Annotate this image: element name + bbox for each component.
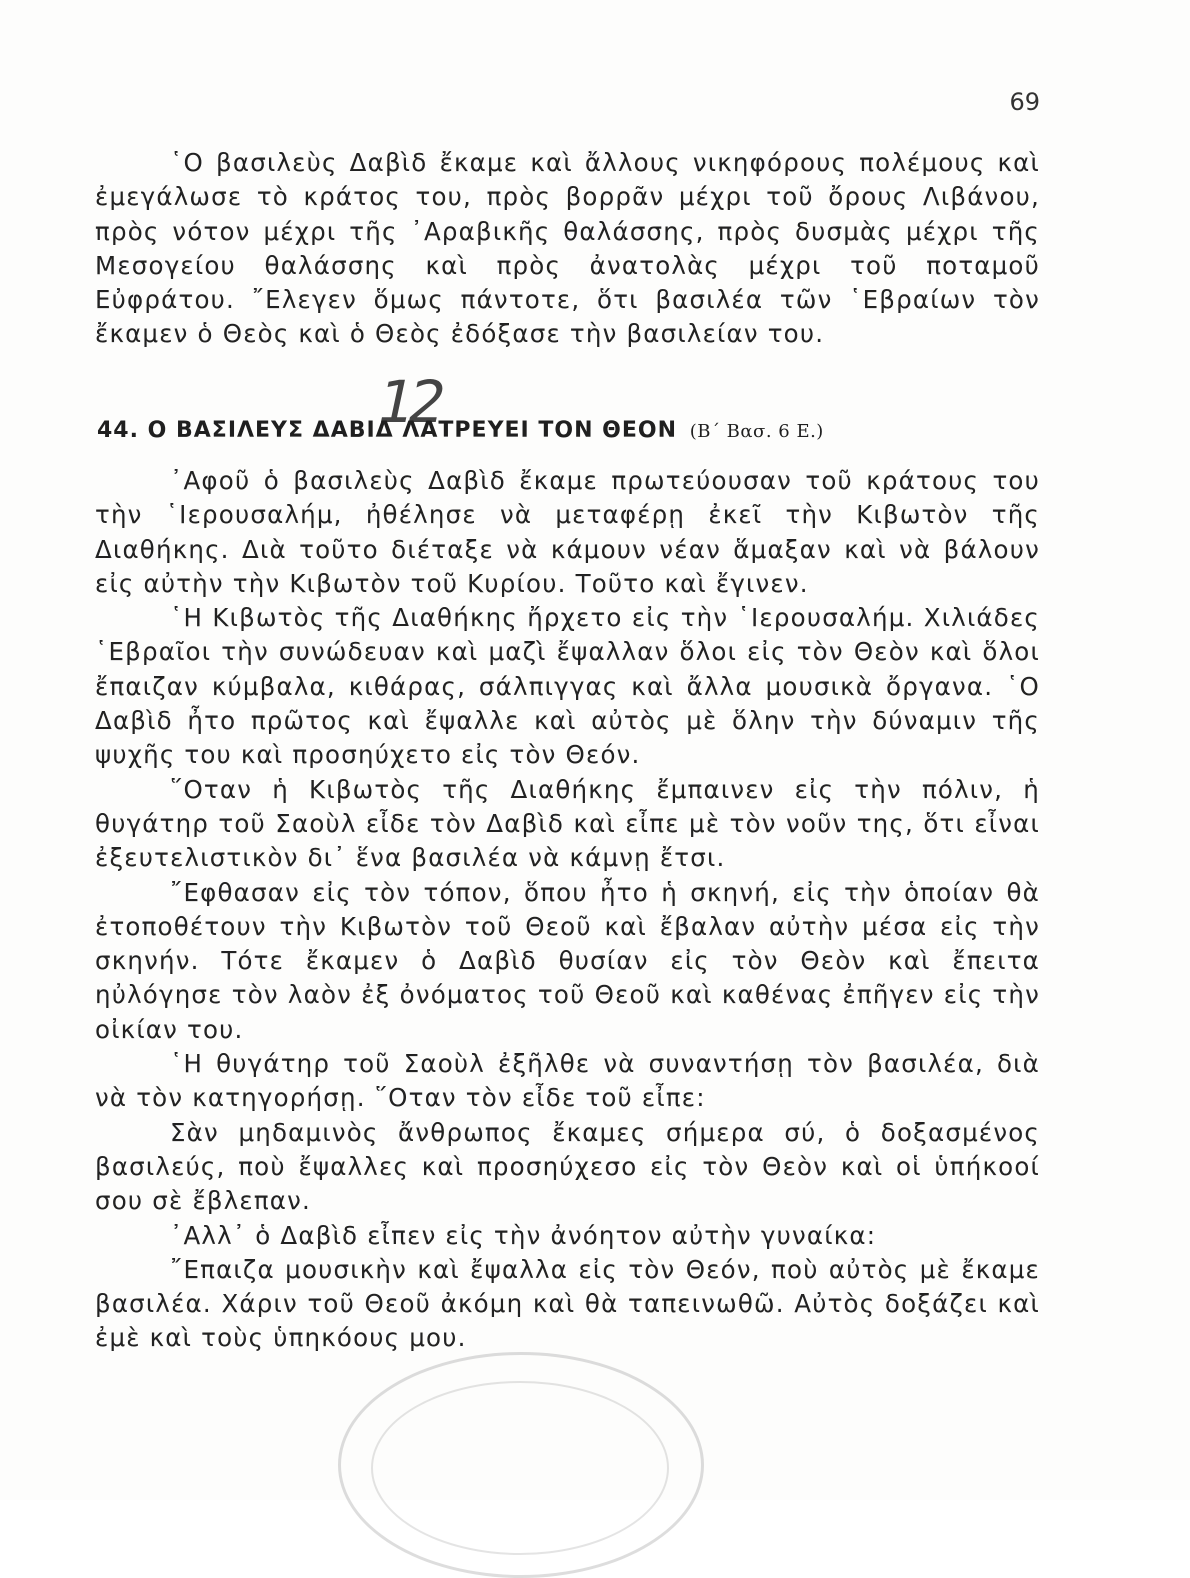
- section-title: 44. Ο ΒΑΣΙΛΕΥΣ ΔΑΒΙΔ ΛΑΤΡΕΥΕΙ ΤΟΝ ΘΕΟΝ: [97, 418, 678, 443]
- intro-paragraph: ῾Ο βασιλεὺς Δαβὶδ ἔκαμε καὶ ἄλλους νικηφόρους πολέμους καὶ ἐμεγάλωσε τὸ κράτος του, πρὸς βορρᾶν μέχρι τοῦ ὄρους Λιβάνου, πρὸς νότον μέχρι τῆς ᾿Αραβικῆς θαλάσσης, πρὸς δυσμὰς μέχρι τῆς Μεσογείου θαλάσσης καὶ πρὸς ἀνατολὰς μέχρι τοῦ ποταμοῦ Εὐφράτου. ῎Ελεγεν ὅμως πάντοτε, ὅτι βασιλέα τῶν ῾Εβραίων τὸν ἔκαμεν ὁ Θεὸς καὶ ὁ Θεὸς ἐδόξασε τὴν βασιλείαν του.: [95, 148, 1040, 349]
- handwritten-mark: 12: [370, 368, 448, 436]
- section-paragraph: ᾿Αλλ᾿ ὁ Δαβὶδ εἶπεν εἰς τὴν ἀνόητον αὐτὴν γυναίκα:: [170, 1220, 877, 1250]
- section-paragraph: ῎Εφθασαν εἰς τὸν τόπον, ὅπου ἦτο ἡ σκηνή, εἰς τὴν ὁποίαν θὰ ἐτοποθέτουν τὴν Κιβωτὸν τοῦ Θεοῦ καὶ ἔβαλαν αὐτὴν μέσα εἰς τὴν σκηνήν. Τότε ἔκαμεν ὁ Δαβὶδ θυσίαν εἰς τὸν Θεὸν καὶ ἔπειτα ηὐλόγησε τὸν λαὸν ἐξ ὀνόματος τοῦ Θεοῦ καὶ καθένας ἐπῆγεν εἰς τὴν οἰκίαν του.: [95, 877, 1040, 1044]
- faded-library-stamp: [338, 1352, 704, 1578]
- section-reference: (Β΄ Βασ. 6 Ε.): [689, 421, 824, 442]
- section-paragraph: ῾Η Κιβωτὸς τῆς Διαθήκης ἤρχετο εἰς τὴν ῾Ιερουσαλήμ. Χιλιάδες ῾Εβραῖοι τὴν συνώδευαν καὶ μαζὶ ἔψαλλαν ὅλοι εἰς τὸν Θεὸν καὶ ὅλοι ἔπαιζαν κύμβαλα, κιθάρας, σάλπιγγας καὶ ἄλλα μουσικὰ ὄργανα. ῾Ο Δαβὶδ ἦτο πρῶτος καὶ ἔψαλλε καὶ αὐτὸς μὲ ὅλην τὴν δύναμιν τῆς ψυχῆς του καὶ προσηύχετο εἰς τὸν Θεόν.: [95, 603, 1040, 770]
- section-paragraph: ῎Επαιζα μουσικὴν καὶ ἔψαλλα εἰς τὸν Θεόν, ποὺ αὐτὸς μὲ ἔκαμε βασιλέα. Χάριν τοῦ Θεοῦ ἀκόμη καὶ θὰ ταπεινωθῶ. Αὐτὸς δοξάζει καὶ ἐμὲ καὶ τοὺς ὑπηκόους μου.: [95, 1254, 1040, 1353]
- page-number: 69: [1009, 88, 1040, 116]
- intro-text-block: [95, 146, 1040, 352]
- section-paragraph: Σὰν μηδαμινὸς ἄνθρωπος ἔκαμες σήμερα σύ, ὁ δοξασμένος βασιλεύς, ποὺ ἔψαλλες καὶ προσηύχεσο εἰς τὸν Θεὸν καὶ οἱ ὑπήκοοί σου σὲ ἔβλεπαν.: [95, 1117, 1040, 1216]
- section-heading: [97, 418, 824, 443]
- section-body: [95, 464, 1040, 1356]
- section-paragraph: ῾Η θυγάτηρ τοῦ Σαοὺλ ἐξῆλθε νὰ συναντήσῃ τὸν βασιλέα, διὰ νὰ τὸν κατηγορήσῃ. ῞Οταν τὸν εἶδε τοῦ εἶπε:: [95, 1049, 1040, 1113]
- section-paragraph: ῞Οταν ἡ Κιβωτὸς τῆς Διαθήκης ἔμπαινεν εἰς τὴν πόλιν, ἡ θυγάτηρ τοῦ Σαοὺλ εἶδε τὸν Δαβὶδ καὶ εἶπε μὲ τὸν νοῦν της, ὅτι εἶναι ἐξευτελιστικὸν δι᾿ ἕνα βασιλέα νὰ κάμνῃ ἔτσι.: [95, 774, 1040, 873]
- section-paragraph: ᾿Αφοῦ ὁ βασιλεὺς Δαβὶδ ἔκαμε πρωτεύουσαν τοῦ κράτους του τὴν ῾Ιερουσαλήμ, ἠθέλησε νὰ μεταφέρῃ ἐκεῖ τὴν Κιβωτὸν τῆς Διαθήκης. Διὰ τοῦτο διέταξε νὰ κάμουν νέαν ἅμαξαν καὶ νὰ βάλουν εἰς αὐτὴν τὴν Κιβωτὸν τοῦ Κυρίου. Τοῦτο καὶ ἔγινεν.: [95, 466, 1040, 598]
- stamp-inner-ring: [371, 1381, 669, 1555]
